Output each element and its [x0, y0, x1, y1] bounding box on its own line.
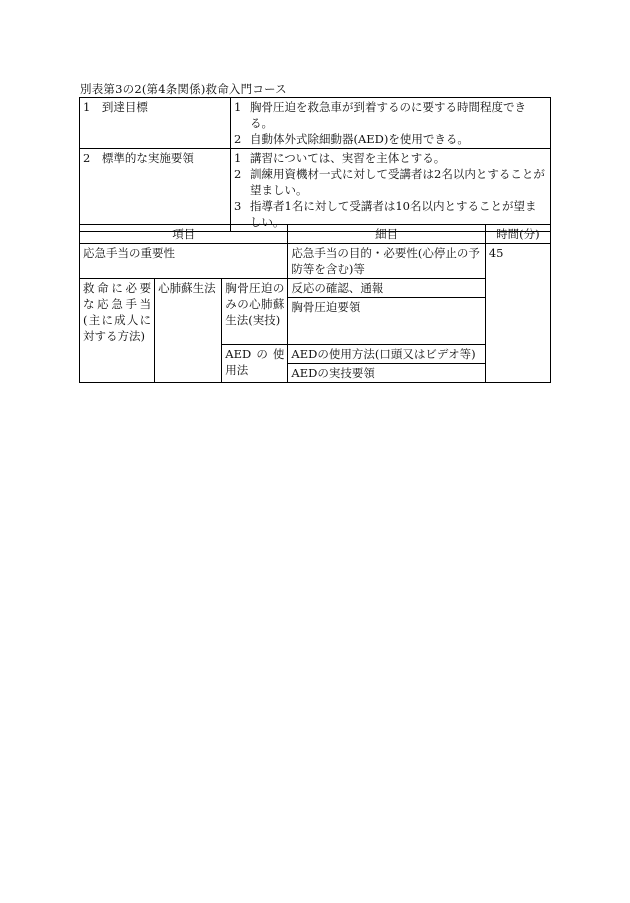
method-item: [234, 150, 547, 166]
time-header: 時間(分): [485, 225, 550, 244]
goal-item-number: 2: [234, 132, 242, 146]
method-item-number: 3: [234, 199, 242, 213]
detail-header: 細目: [288, 225, 485, 244]
course-summary-table: [79, 97, 551, 232]
aed-method-detail: AEDの使用方法(口頭又はビデオ等): [288, 345, 485, 364]
response-check-detail: 反応の確認、通報: [288, 279, 485, 298]
method-row: [80, 149, 551, 232]
goal-label: 1 到達目標: [80, 98, 231, 149]
method-item-text: 指導者1名に対して受講者は10名以内とすることが望ましい。: [250, 199, 537, 229]
method-item-text: 講習については、実習を主体とする。: [250, 151, 446, 165]
goal-item: [234, 131, 547, 147]
method-item-number: 2: [234, 167, 242, 181]
compression-procedure-detail: 胸骨圧迫要領: [288, 298, 485, 345]
goal-item-text: 自動体外式除細動器(AED)を使用できる。: [250, 132, 469, 146]
goal-item-text: 胸骨圧迫を救急車が到着するのに要する時間程度できる。: [250, 100, 526, 130]
importance-item: 応急手当の重要性: [80, 244, 288, 279]
importance-detail: 応急手当の目的・必要性(心停止の予防等を含む)等: [288, 244, 485, 279]
lifesaving-item: 救命に必要な応急手当(主に成人に対する方法): [80, 279, 155, 383]
aed-use-item: AEDの使用法: [222, 345, 288, 383]
document-title: 別表第3の2(第4条関係)救命入門コース: [80, 82, 287, 96]
course-content-table: [79, 224, 551, 383]
goal-row: [80, 98, 551, 149]
aed-practice-detail: AEDの実技要領: [288, 364, 485, 383]
header-row: [80, 225, 551, 244]
goal-content: [231, 98, 551, 149]
method-item-text: 訓練用資機材一式に対して受講者は2名以内とすることが望ましい。: [250, 167, 545, 197]
goal-item-number: 1: [234, 100, 242, 114]
method-label: 2 標準的な実施要領: [80, 149, 231, 232]
importance-row: [80, 244, 551, 279]
time-value: 45: [485, 244, 550, 383]
goal-item: [234, 99, 547, 131]
cpr-item: 心肺蘇生法: [155, 279, 222, 383]
method-item: [234, 166, 547, 198]
method-content: [231, 149, 551, 232]
compression-only-item: 胸骨圧迫のみの心肺蘇生法(実技): [222, 279, 288, 345]
item-header: 項目: [80, 225, 288, 244]
lifesaving-row: [80, 279, 551, 298]
method-item-number: 1: [234, 151, 242, 165]
